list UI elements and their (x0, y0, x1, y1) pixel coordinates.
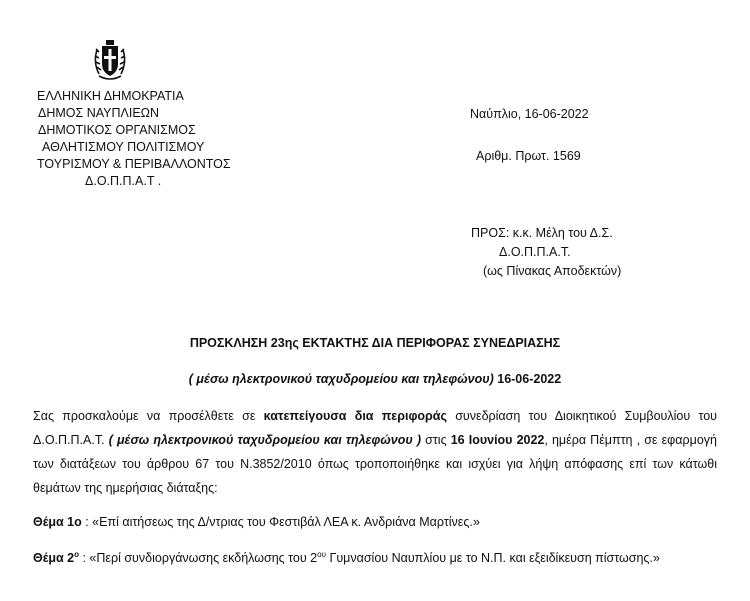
issuer-line-sports-culture: ΑΘΛΗΤΙΣΜΟΥ ΠΟΛΙΤΙΣΜΟΥ (42, 140, 205, 154)
recipients-line: ΠΡΟΣ: κ.κ. Μέλη του Δ.Σ. (471, 226, 613, 240)
recipients-note: (ως Πίνακας Αποδεκτών) (483, 264, 622, 278)
issuer-line-tourism-environment: ΤΟΥΡΙΣΜΟΥ & ΠΕΡΙΒΑΛΛΟΝΤΟΣ (37, 157, 231, 171)
topic-2-label-sup: ο (74, 549, 80, 559)
body-means: ( μέσω ηλεκτρονικού ταχυδρομείου και τηλεφώνου ) (108, 433, 422, 447)
topic-1 (33, 510, 717, 534)
invitation-title: ΠΡΟΣΚΛΗΣΗ 23ης ΕΚΤΑΚΤΗΣ ΔΙΑ ΠΕΡΙΦΟΡΑΣ ΣΥΝΕΔΡΙΑΣΗΣ (189, 336, 561, 350)
coat-of-arms-icon (91, 38, 129, 84)
body-text-3: στις (421, 433, 451, 447)
topic-2-label-text: Θέμα 2 (33, 551, 75, 565)
body-urgent: κατεπείγουσα δια περιφοράς (263, 409, 447, 423)
topic-2-text-a: : «Περί συνδιοργάνωσης εκδήλωσης του 2 (79, 551, 318, 565)
topic-2-label (33, 551, 79, 565)
subtitle-date: 16-06-2022 (493, 372, 562, 386)
topic-1-text: : «Επί αιτήσεως της Δ/ντριας του Φεστιβάλ ΛΕΑ κ. Ανδριάνα Μαρτίνες.» (81, 515, 480, 529)
topic-1-label: Θέμα 1ο (33, 515, 82, 529)
invitation-body (33, 404, 717, 500)
topic-2-text-sup: ου (317, 549, 326, 559)
subtitle-means: ( μέσω ηλεκτρονικού ταχυδρομείου και τηλεφώνου) (188, 372, 494, 386)
place-date: Ναύπλιο, 16-06-2022 (470, 107, 589, 121)
recipients-org: Δ.Ο.Π.Π.Α.Τ. (499, 245, 571, 259)
body-date: 16 Ιουνίου 2022 (450, 433, 545, 447)
issuer-line-municipality: ΔΗΜΟΣ ΝΑΥΠΛΙΕΩΝ (38, 106, 160, 120)
body-text-4: , ημέρα Πέμπτη , σε εφαρμογή των διατάξεων του άρθρου 67 του Ν.3852/2010 όπως τροποποιήθηκε και ισχύει για λήψη απόφασης επί των κάτωθι θεμάτων της ημερήσιας διάταξης: (33, 433, 717, 495)
issuer-line-republic: ΕΛΛΗΝΙΚΗ ΔΗΜΟΚΡΑΤΙΑ (37, 89, 184, 103)
protocol-number: Αριθμ. Πρωτ. 1569 (476, 149, 581, 163)
issuer-line-acronym: Δ.Ο.Π.Π.Α.Τ . (85, 174, 162, 188)
topic-2-text-b: Γυμνασίου Ναυπλίου με το Ν.Π. και εξειδίκευση πίστωσης.» (325, 551, 660, 565)
body-text-1: Σας προσκαλούμε να προσέλθετε σε (33, 409, 264, 423)
body-text-2: συνεδρίαση του Διοικητικού Συμβουλίου του Δ.Ο.Π.Π.Α.Τ. (33, 409, 717, 447)
issuer-line-organization: ΔΗΜΟΤΙΚΟΣ ΟΡΓΑΝΙΣΜΟΣ (38, 123, 196, 137)
invitation-subtitle (0, 372, 750, 386)
topic-2 (33, 546, 717, 570)
